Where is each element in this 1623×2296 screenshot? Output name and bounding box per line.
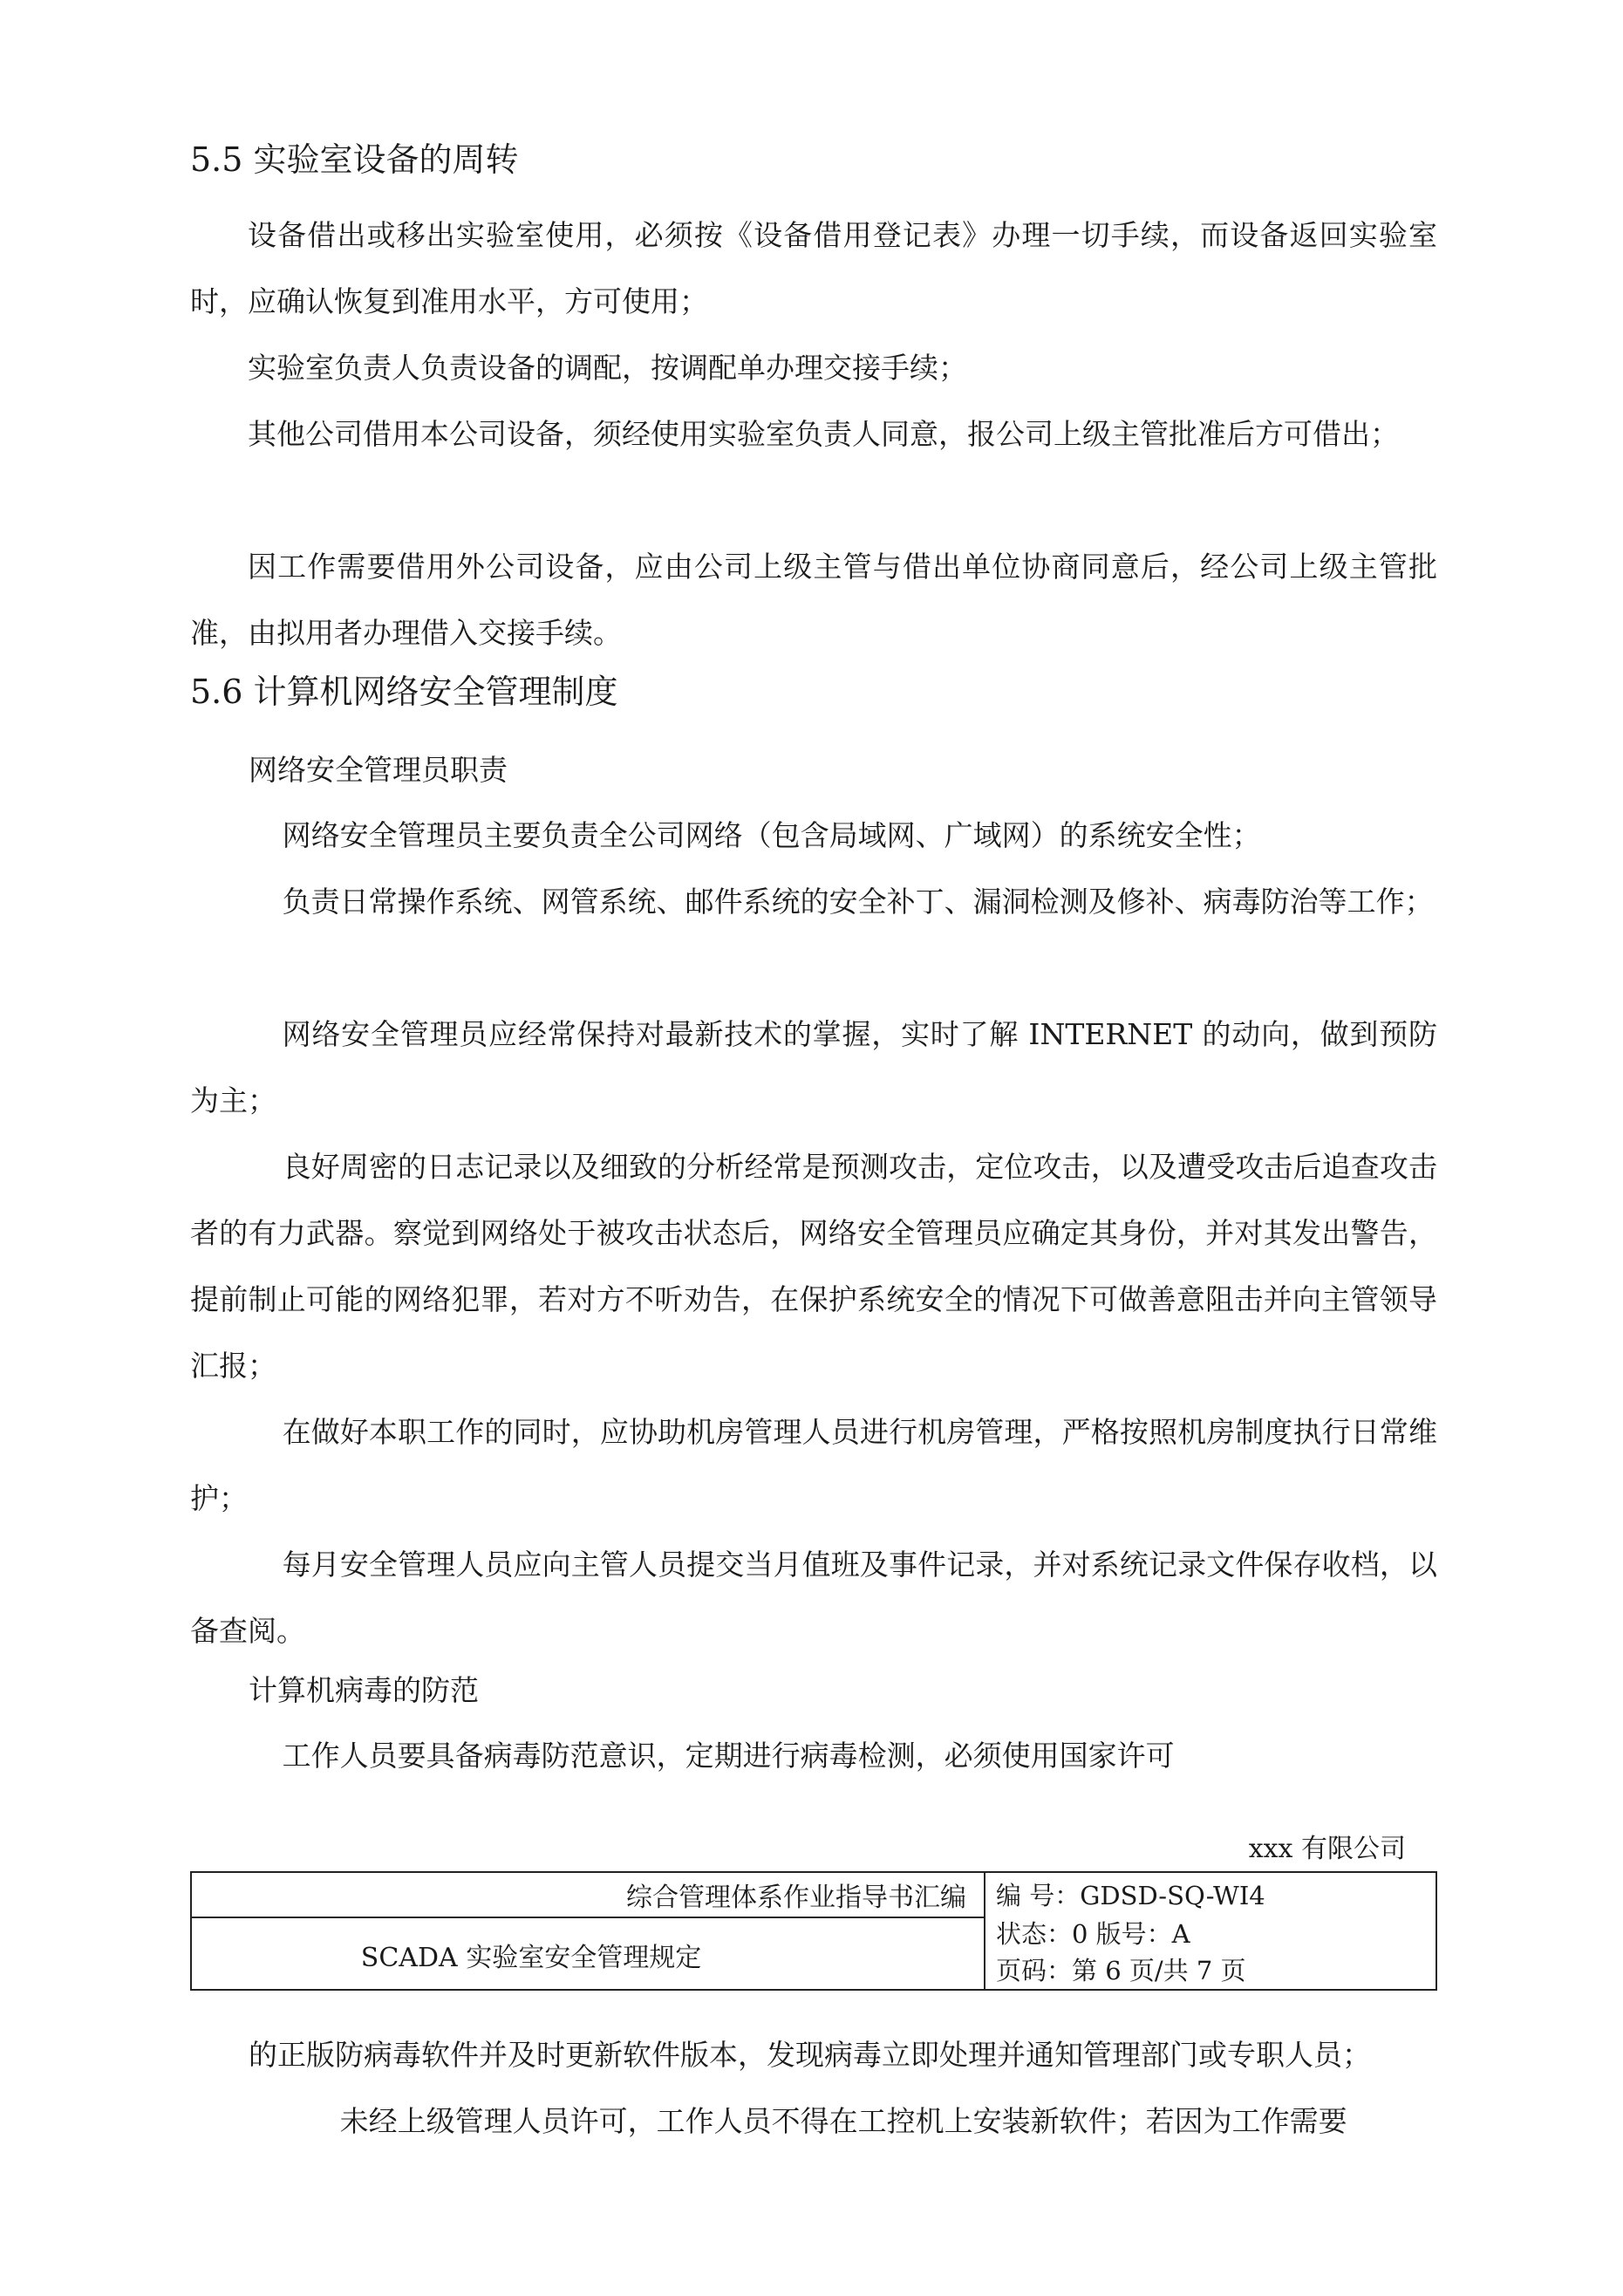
paragraph: 实验室负责人负责设备的调配，按调配单办理交接手续； (248, 351, 967, 385)
paragraph: 良好周密的日志记录以及细致的分析经常是预测攻击，定位攻击，以及遭受攻击后追查攻击者的有力武器。察觉到网络处于被攻击状态后，网络安全管理员应确定其身份，并对其发出警告，提前制止可能的网络犯罪，若对方不听劝告，在保护系统安全的情况下可做善意阻击并向主管领导汇报； (190, 1150, 1437, 1383)
paragraph: 在做好本职工作的同时，应协助机房管理人员进行机房管理，严格按照机房制度执行日常维护； (190, 1415, 1437, 1515)
doc-number: 编 号：GDSD-SQ-WI4 (996, 1881, 1265, 1910)
paragraph: 负责日常操作系统、网管系统、邮件系统的安全补丁、漏洞检测及修补、病毒防治等工作； (282, 885, 1434, 919)
paragraph: 网络安全管理员应经常保持对最新技术的掌握，实时了解 INTERNET 的动向，做到预防为主； (190, 1017, 1437, 1117)
company-name: xxx 有限公司 (1248, 1834, 1406, 1864)
section-heading-5-6: 5.6 计算机网络安全管理制度 (190, 673, 618, 711)
paragraph: 每月安全管理人员应向主管人员提交当月值班及事件记录，并对系统记录文件保存收档，以备查阅。 (190, 1548, 1437, 1648)
paragraph: 未经上级管理人员许可，工作人员不得在工控机上安装新软件；若因为工作需要 (339, 2104, 1347, 2138)
subsection-title: 计算机病毒的防范 (249, 1673, 479, 1707)
paragraph: 网络安全管理员主要负责全公司网络（包含局域网、广域网）的系统安全性； (282, 818, 1261, 852)
paragraph: 其他公司借用本公司设备，须经使用实验室负责人同意，报公司上级主管批准后方可借出； (248, 417, 1399, 451)
page-number: 页码：第 6 页/共 7 页 (996, 1956, 1246, 1985)
doc-title-cell: SCADA 实验室安全管理规定 (192, 1918, 985, 1991)
document-info-table (190, 1871, 1437, 1991)
section-heading-5-5: 5.5 实验室设备的周转 (190, 140, 519, 179)
doc-collection-cell: 综合管理体系作业指导书汇编 (192, 1873, 985, 1918)
paragraph: 工作人员要具备病毒防范意识，定期进行病毒检测，必须使用国家许可 (282, 1739, 1175, 1773)
paragraph: 设备借出或移出实验室使用，必须按《设备借用登记表》办理一切手续，而设备返回实验室时，应确认恢复到准用水平，方可使用； (190, 218, 1437, 318)
subsection-title: 网络安全管理员职责 (249, 753, 508, 787)
paragraph: 因工作需要借用外公司设备，应由公司上级主管与借出单位协商同意后，经公司上级主管批准，由拟用者办理借入交接手续。 (190, 550, 1437, 650)
paragraph: 的正版防病毒软件并及时更新软件版本，发现病毒立即处理并通知管理部门或专职人员； (249, 2038, 1371, 2072)
doc-status: 状态：0 版号：A (996, 1919, 1190, 1949)
